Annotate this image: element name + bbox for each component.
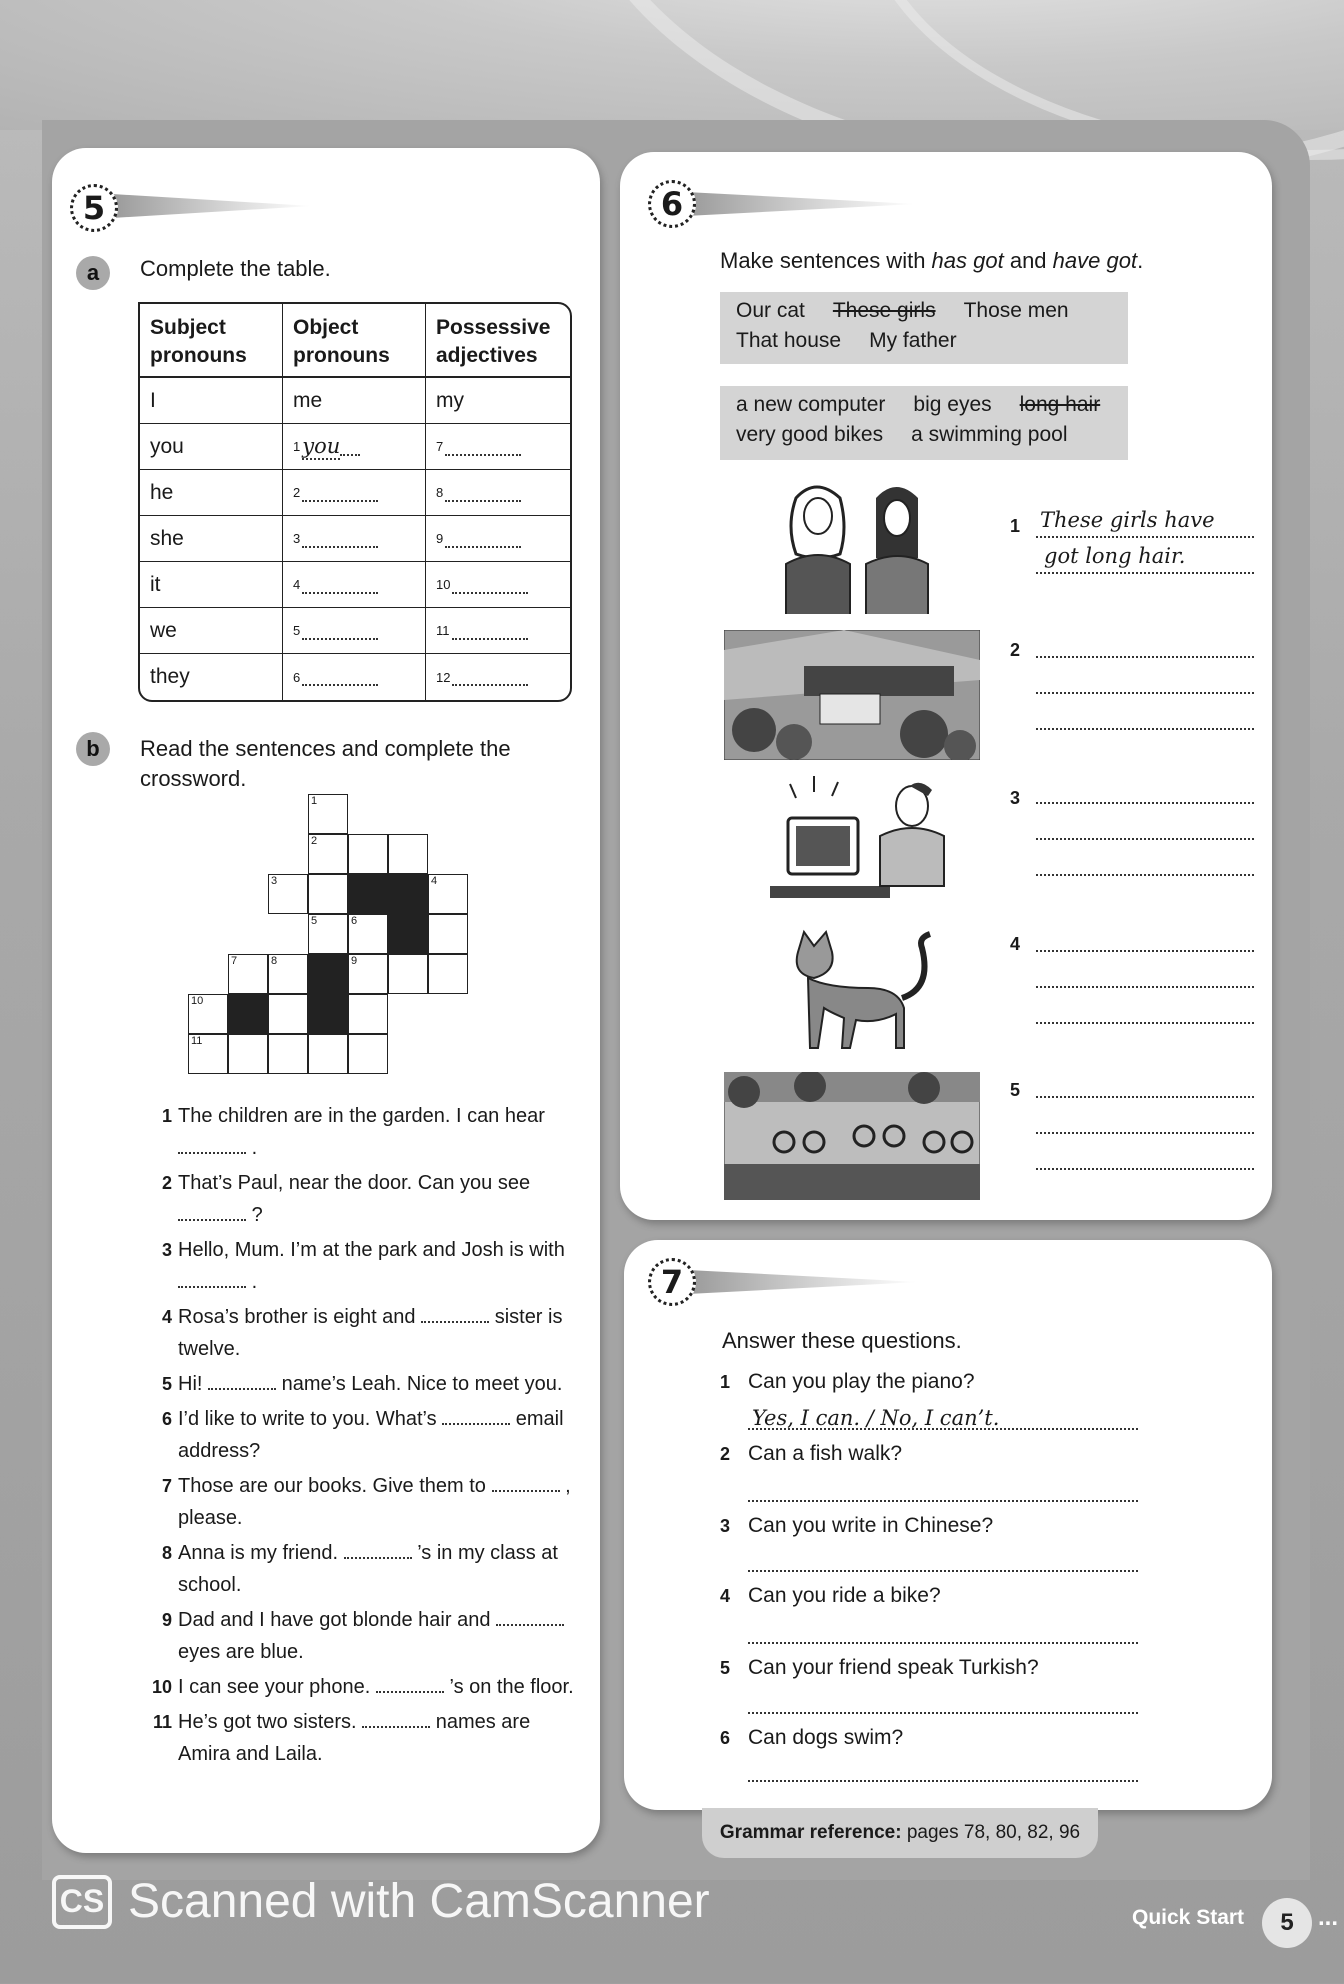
crossword-cell[interactable]	[348, 994, 388, 1034]
question-number: 6	[720, 1728, 731, 1748]
crossword-cell[interactable]	[428, 954, 468, 994]
clue-number: 10	[151, 1677, 172, 1697]
part-b-badge: b	[76, 732, 110, 766]
item-number: 12	[436, 669, 451, 685]
crossword-clue	[140, 1706, 580, 1770]
clue-text: .	[251, 1137, 258, 1159]
question-text: Can your friend speak Turkish?	[748, 1656, 1039, 1679]
clue-text: He’s got two sisters.	[178, 1711, 357, 1733]
instruction-emphasis: has got	[931, 248, 1004, 273]
item-number: 1	[1010, 516, 1021, 536]
exercise-7-instruction: Answer these questions.	[722, 1328, 962, 1353]
instruction-text: .	[1137, 248, 1144, 273]
crossword-cell[interactable]	[348, 954, 388, 994]
crossword-cell[interactable]	[348, 1034, 388, 1074]
crossword-cell[interactable]	[428, 874, 468, 914]
table-cell-possessive[interactable]	[426, 654, 570, 700]
item-number: 8	[436, 485, 444, 500]
crossword-block	[388, 874, 428, 914]
clue-gap[interactable]	[178, 1205, 246, 1221]
clue-text: sister is twelve.	[178, 1306, 563, 1360]
table-cell-object[interactable]	[283, 654, 426, 700]
crossword-cell-number: 4	[431, 875, 438, 887]
clue-gap[interactable]	[208, 1374, 276, 1390]
clue-text: .	[251, 1271, 258, 1293]
table-cell-subject: you	[140, 424, 283, 470]
handwritten-answer: got long hair.	[1044, 544, 1186, 568]
cat-picture	[778, 928, 938, 1052]
clue-number: 3	[161, 1240, 172, 1260]
crossword-clue	[140, 1100, 580, 1164]
crossword-cell[interactable]	[388, 954, 428, 994]
table-cell-subject: they	[140, 654, 283, 700]
crossword-cell-number: 6	[351, 915, 358, 927]
item-number: 1	[293, 439, 301, 454]
clue-text: Those are our books. Give them to	[178, 1475, 486, 1497]
crossword-cell-number: 1	[311, 795, 318, 807]
subjects-word-box	[720, 292, 1128, 364]
answer-line[interactable]	[748, 1642, 1138, 1644]
instruction-text: and	[1003, 248, 1053, 273]
clue-number: 7	[161, 1476, 172, 1496]
crossword-cell[interactable]	[188, 994, 228, 1034]
crossword-cell[interactable]	[348, 914, 388, 954]
handwritten-answer: you	[302, 433, 341, 458]
question-number: 2	[720, 1444, 731, 1464]
clue-gap[interactable]	[178, 1138, 246, 1154]
item-number: 10	[436, 577, 451, 592]
crossword-cell-number: 9	[351, 955, 358, 967]
word-option-used: long hair	[1019, 393, 1101, 416]
item-number: 2	[293, 485, 301, 500]
table-cell-subject: she	[140, 516, 283, 562]
crossword-cell[interactable]	[228, 954, 268, 994]
table-cell-possessive[interactable]	[426, 516, 570, 562]
word-option: My father	[869, 329, 957, 352]
word-option: Those men	[963, 299, 1069, 322]
clue-text: I can see your phone.	[178, 1676, 371, 1698]
grammar-reference	[702, 1808, 1098, 1858]
clue-text: eyes are blue.	[178, 1641, 304, 1663]
question	[720, 1584, 941, 1608]
answer-gap	[445, 484, 521, 502]
answer-gap	[302, 622, 378, 640]
clue-text: ?	[251, 1204, 263, 1226]
crossword-clue	[140, 1368, 580, 1400]
crossword-cell-number: 11	[191, 1035, 203, 1047]
table-header-possessive: Possessive adjectives	[426, 304, 570, 378]
answer-line[interactable]	[1036, 656, 1254, 658]
table-cell-possessive[interactable]	[426, 424, 570, 470]
answer-line[interactable]	[1036, 1168, 1254, 1170]
item-number: 11	[436, 623, 450, 638]
crossword-cell[interactable]	[268, 874, 308, 914]
clue-text: name’s Leah. Nice to meet you.	[281, 1373, 563, 1395]
question-number: 1	[720, 1372, 731, 1392]
table-cell-object[interactable]	[283, 516, 426, 562]
table-cell-object[interactable]	[283, 608, 426, 654]
crossword-block	[308, 954, 348, 994]
exercise-7-number: 7	[648, 1258, 696, 1306]
crossword-cell-number: 10	[191, 995, 204, 1007]
table-header-object: Object pronouns	[283, 304, 426, 378]
clue-text: The children are in the garden. I can hear	[178, 1105, 545, 1127]
crossword-cell[interactable]	[308, 1034, 348, 1074]
section-label: Quick Start	[1132, 1906, 1245, 1929]
grammar-reference-label: Grammar reference:	[719, 1822, 902, 1843]
table-cell-object[interactable]	[283, 470, 426, 516]
word-option-used: These girls	[832, 299, 936, 322]
word-option: Our cat	[736, 299, 805, 322]
pronoun-table	[138, 302, 572, 702]
answer-line[interactable]	[1036, 986, 1254, 988]
instruction-text: Make sentences with	[720, 248, 932, 273]
clue-number: 9	[161, 1610, 172, 1630]
answer-gap	[302, 576, 378, 594]
clue-text: Dad and I have got blonde hair and	[178, 1609, 491, 1631]
word-option: That house	[736, 329, 842, 352]
exercise-6-instruction	[720, 246, 1143, 276]
question-text: Can you ride a bike?	[748, 1584, 941, 1607]
crossword-clues	[140, 1100, 580, 1773]
table-cell-object: me	[283, 378, 426, 424]
answer-gap	[452, 622, 528, 640]
answer-line[interactable]	[1036, 802, 1254, 804]
question	[720, 1370, 975, 1394]
answer-line[interactable]	[748, 1570, 1138, 1572]
answer-line[interactable]	[1036, 572, 1254, 574]
answer-line[interactable]	[1036, 1132, 1254, 1134]
crossword-block	[308, 994, 348, 1034]
page-dots: ...	[1318, 1904, 1339, 1931]
question-text: Can a fish walk?	[748, 1442, 903, 1465]
answer-line[interactable]	[1036, 692, 1254, 694]
question	[720, 1514, 994, 1538]
clue-number: 5	[161, 1374, 172, 1394]
answer-line[interactable]	[1036, 1096, 1254, 1098]
crossword-cell[interactable]	[308, 874, 348, 914]
question-number: 5	[720, 1658, 731, 1678]
crossword-cell-number: 3	[271, 875, 278, 887]
crossword-clue	[140, 1403, 580, 1467]
table-cell-possessive[interactable]	[426, 470, 570, 516]
answer-gap	[452, 668, 528, 686]
item-number: 9	[436, 531, 444, 546]
answer-line[interactable]	[1036, 536, 1254, 538]
answer-gap	[302, 484, 378, 502]
word-option: very good bikes	[736, 423, 884, 446]
crossword-cell[interactable]	[388, 834, 428, 874]
answer-gap	[445, 438, 521, 456]
clue-text: I’d like to write to you. What’s	[178, 1408, 437, 1430]
clue-text: , please.	[178, 1475, 571, 1529]
exercise-6-number: 6	[648, 180, 696, 228]
handwritten-answer: Yes, I can. / No, I can’t.	[752, 1406, 1000, 1430]
clue-number: 1	[161, 1106, 172, 1126]
item-number: 7	[436, 439, 444, 454]
cyclists-race-picture	[724, 1072, 980, 1200]
clue-text: ’s on the floor.	[449, 1676, 574, 1698]
question-number: 3	[720, 1516, 731, 1536]
answer-line[interactable]	[748, 1712, 1138, 1714]
item-number: 6	[293, 669, 301, 685]
handwritten-answer: These girls have	[1040, 508, 1215, 532]
man-with-computer-picture	[770, 776, 970, 912]
clue-number: 11	[152, 1712, 172, 1732]
crossword-cell[interactable]	[188, 1034, 228, 1074]
exercise-5-number: 5	[70, 184, 118, 232]
clue-text: names are Amira and Laila.	[178, 1711, 531, 1765]
part-a-instruction: Complete the table.	[140, 256, 331, 281]
answer-line[interactable]	[1036, 728, 1254, 730]
clue-gap[interactable]	[421, 1307, 489, 1323]
item-number: 3	[293, 531, 301, 546]
question-text: Can dogs swim?	[748, 1726, 904, 1749]
item-number: 2	[1010, 640, 1021, 660]
question	[720, 1656, 1039, 1680]
answer-line[interactable]	[748, 1428, 1138, 1430]
clue-gap[interactable]	[362, 1712, 430, 1728]
word-option: big eyes	[913, 393, 992, 416]
clue-text: Hello, Mum. I’m at the park and Josh is with	[178, 1239, 565, 1261]
answer-line[interactable]	[748, 1780, 1138, 1782]
crossword-clue	[140, 1301, 580, 1365]
watermark-text: Scanned with CamScanner	[128, 1875, 710, 1928]
word-option: a swimming pool	[911, 423, 1068, 446]
word-option: a new computer	[736, 393, 886, 416]
crossword-clue	[140, 1537, 580, 1601]
crossword-block	[228, 994, 268, 1034]
house-with-pool-picture	[724, 630, 980, 760]
grammar-reference-pages: pages 78, 80, 82, 96	[906, 1822, 1081, 1843]
crossword-clue	[140, 1470, 580, 1534]
clue-text: ’s in my class at school.	[178, 1542, 558, 1596]
answer-line[interactable]	[1036, 874, 1254, 876]
table-cell-possessive[interactable]	[426, 608, 570, 654]
clue-number: 4	[161, 1307, 172, 1327]
camscanner-logo-icon: CS	[52, 1875, 112, 1929]
question-number: 4	[720, 1586, 731, 1606]
table-cell-object[interactable]	[283, 424, 426, 470]
question-text: Can you play the piano?	[748, 1370, 975, 1393]
clue-gap[interactable]	[344, 1543, 412, 1559]
answer-gap	[302, 668, 378, 686]
crossword-cell[interactable]	[268, 1034, 308, 1074]
crossword-cell-number: 8	[271, 955, 278, 967]
table-header-subject: Subject pronouns	[140, 304, 283, 378]
clue-text: That’s Paul, near the door. Can you see	[178, 1172, 531, 1194]
item-number: 4	[293, 577, 301, 592]
two-girls-picture	[766, 478, 936, 614]
question	[720, 1442, 903, 1466]
item-number: 3	[1010, 788, 1021, 808]
answer-gap	[445, 530, 521, 548]
answer-line[interactable]	[748, 1500, 1138, 1502]
answer-line[interactable]	[1036, 1022, 1254, 1024]
clue-gap[interactable]	[178, 1272, 246, 1288]
crossword-block	[348, 874, 388, 914]
part-b-instruction: Read the sentences and complete the crossword.	[140, 736, 511, 791]
question-text: Can you write in Chinese?	[748, 1514, 994, 1537]
table-cell-subject: he	[140, 470, 283, 516]
objects-word-box	[720, 386, 1128, 460]
table-cell-subject: it	[140, 562, 283, 608]
table-cell-subject: I	[140, 378, 283, 424]
clue-number: 2	[161, 1173, 172, 1193]
item-number: 4	[1010, 934, 1021, 954]
clue-gap[interactable]	[442, 1409, 510, 1425]
instruction-emphasis: have got	[1052, 248, 1138, 273]
page-number: 5	[1262, 1898, 1312, 1948]
crossword-cell[interactable]	[308, 794, 348, 834]
item-number: 5	[293, 623, 301, 638]
clue-gap[interactable]	[376, 1677, 444, 1693]
table-cell-object[interactable]	[283, 562, 426, 608]
crossword-cell[interactable]	[308, 914, 348, 954]
answer-line[interactable]	[1036, 950, 1254, 952]
table-cell-subject: we	[140, 608, 283, 654]
clue-gap[interactable]	[496, 1610, 564, 1626]
clue-text: email address?	[178, 1408, 564, 1462]
clue-text: Hi!	[178, 1373, 203, 1395]
crossword-cell[interactable]	[308, 834, 348, 874]
crossword-cell-number: 7	[231, 955, 238, 967]
table-cell-possessive: my	[426, 378, 570, 424]
part-a-badge: a	[76, 256, 110, 290]
answer-gap	[340, 438, 360, 456]
camscanner-watermark	[52, 1874, 710, 1929]
clue-number: 8	[161, 1543, 172, 1563]
crossword-clue	[140, 1604, 580, 1668]
answer-gap	[302, 530, 378, 548]
crossword-block	[388, 914, 428, 954]
answer-gap	[452, 576, 528, 594]
question	[720, 1726, 904, 1750]
clue-text: Anna is my friend.	[178, 1542, 339, 1564]
crossword-cell[interactable]	[268, 994, 308, 1034]
item-number: 5	[1010, 1080, 1021, 1100]
crossword-clue	[140, 1167, 580, 1231]
crossword-cell[interactable]	[428, 914, 468, 954]
table-cell-possessive[interactable]	[426, 562, 570, 608]
clue-text: Rosa’s brother is eight and	[178, 1306, 416, 1328]
crossword-clue	[140, 1234, 580, 1298]
crossword-cell-number: 2	[311, 835, 318, 847]
clue-number: 6	[161, 1409, 172, 1429]
crossword-cell-number: 5	[311, 915, 318, 927]
clue-gap[interactable]	[492, 1476, 560, 1492]
crossword-cell[interactable]	[268, 954, 308, 994]
crossword-cell[interactable]	[348, 834, 388, 874]
answer-line[interactable]	[1036, 838, 1254, 840]
crossword-clue	[140, 1671, 580, 1703]
crossword-cell[interactable]	[228, 1034, 268, 1074]
